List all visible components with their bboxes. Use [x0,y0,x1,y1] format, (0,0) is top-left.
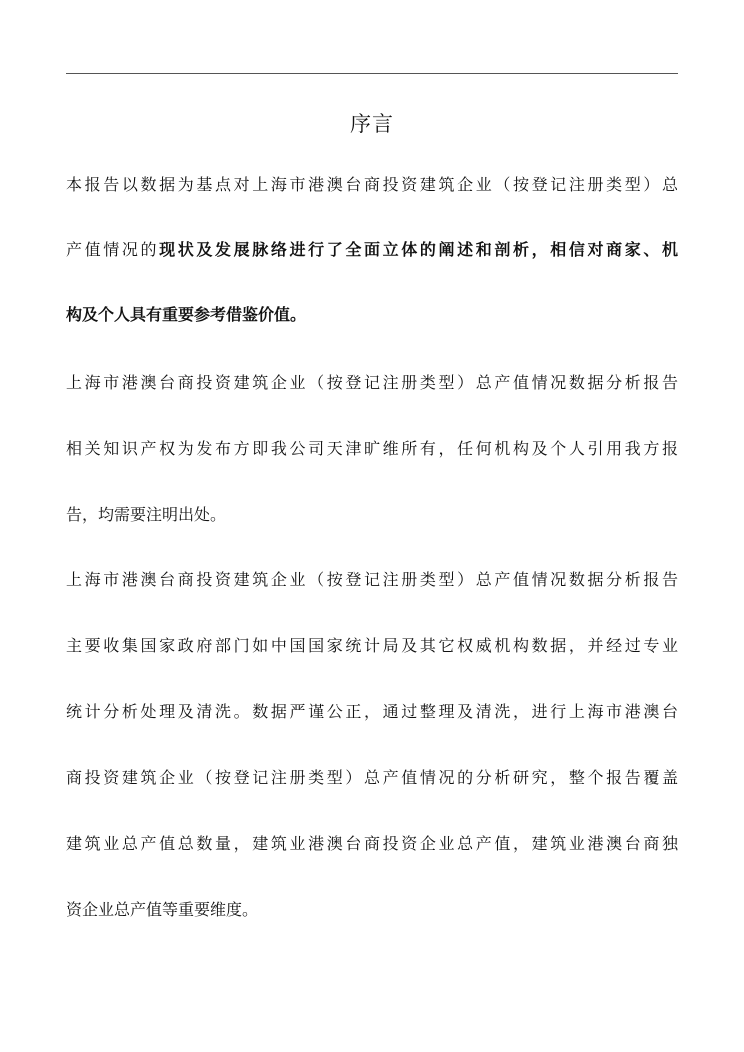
page-title: 序言 [350,112,394,136]
paragraph-line: 相关知识产权为发布方即我公司天津旷维所有，任何机构及个人引用我方报 [66,439,678,458]
paragraph-line [66,301,678,328]
paragraph-intro [66,171,678,328]
plain-text: 产值情况的 [66,240,160,259]
bold-text: 构及个人具有重要参考借鉴价值。 [66,305,307,324]
paragraph-line [66,236,678,263]
paragraph-line: 上海市港澳台商投资建筑企业（按登记注册类型）总产值情况数据分析报告 [66,570,678,589]
paragraph-copyright [66,369,678,528]
paragraph-line: 建筑业总产值总数量，建筑业港澳台商投资企业总产值，建筑业港澳台商独 [66,834,678,853]
paragraph-line: 资企业总产值等重要维度。 [66,900,259,919]
paragraph-line: 统计分析处理及清洗。数据严谨公正，通过整理及清洗，进行上海市港澳台 [66,702,678,721]
paragraph-line: 主要收集国家政府部门如中国国家统计局及其它权威机构数据，并经过专业 [66,636,678,655]
paragraph-line: 商投资建筑企业（按登记注册类型）总产值情况的分析研究，整个报告覆盖 [66,768,678,787]
paragraph-line: 上海市港澳台商投资建筑企业（按登记注册类型）总产值情况数据分析报告 [66,373,678,392]
paragraph-data-source [66,566,678,923]
paragraph-line: 告，均需要注明出处。 [66,505,227,524]
paragraph-line [66,171,678,198]
bold-text: 现状及发展脉络进行了全面立体的阐述和剖析，相信对商家、机 [159,240,678,259]
plain-text: 本报告以数据为基点对上海市港澳台商投资建筑企业（按登记注册类型）总 [66,175,678,194]
header-rule [66,73,678,74]
